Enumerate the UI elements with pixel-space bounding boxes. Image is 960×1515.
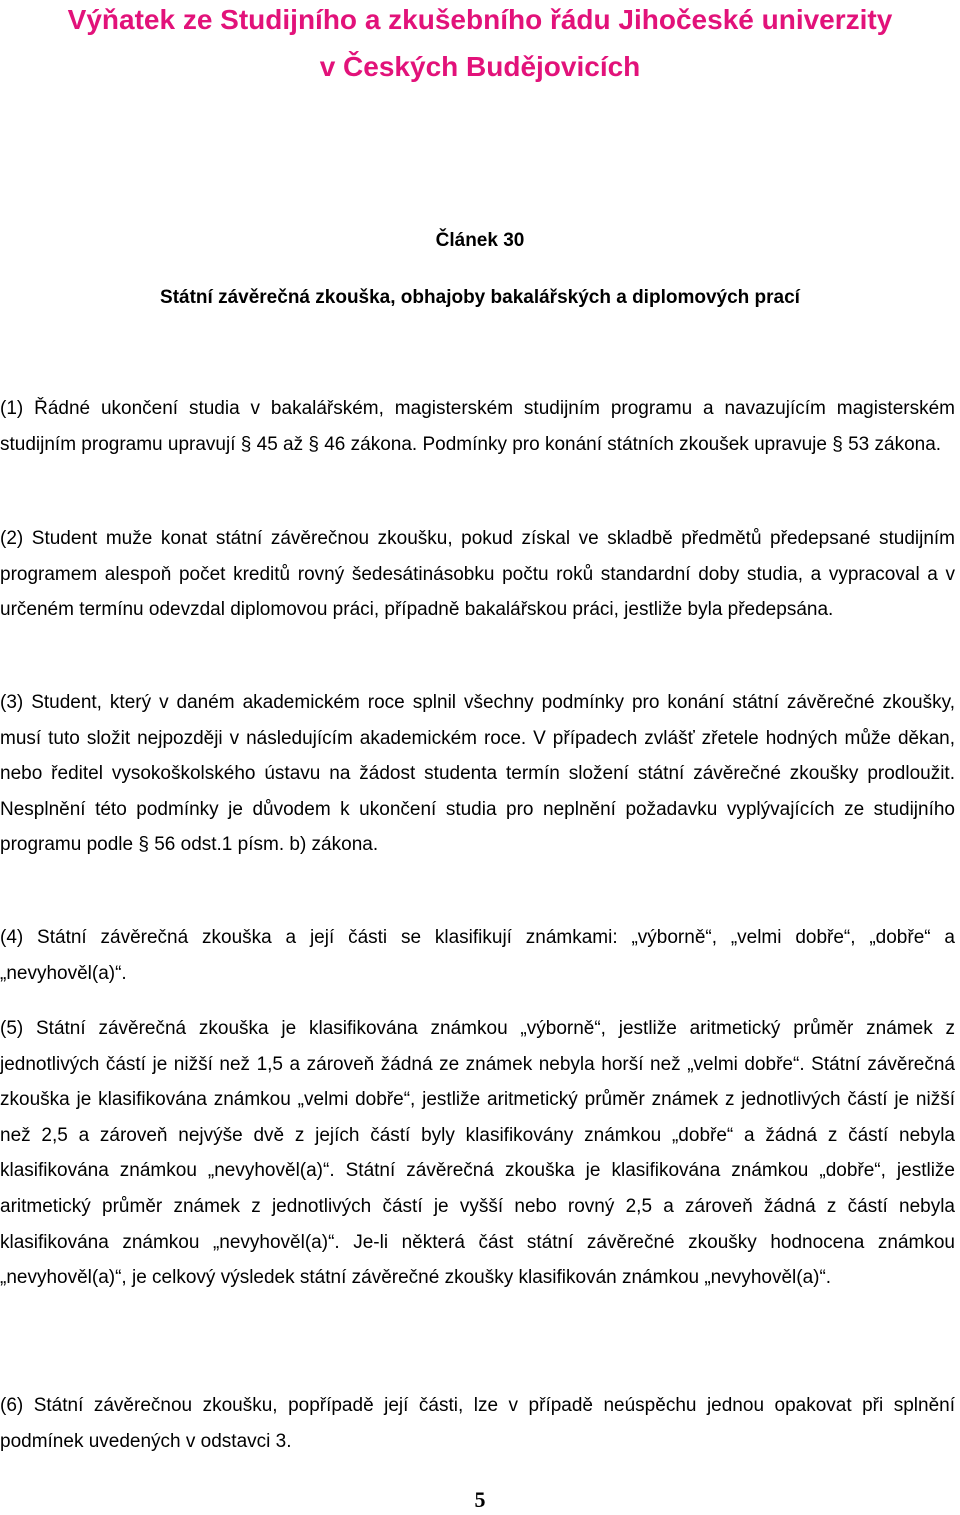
document-title-line-1: Výňatek ze Studijního a zkušebního řádu Jihočeské univerzity: [67, 4, 893, 35]
paragraph-2: (2) Student muže konat státní závěrečnou zkoušku, pokud získal ve skladbě předmětů předepsané studijním programem alespoň počet kreditů rovný šedesátinásobku počtu roků standardní doby studia, a vypracoval a v určeném termínu odevzdal diplomovou práci, případně bakalářskou práci, jestliže byla předepsána.: [0, 528, 955, 621]
page-number: 5: [474, 1487, 486, 1512]
article-heading: Státní závěrečná zkouška, obhajoby bakalářských a diplomových prací: [160, 287, 800, 308]
paragraph-4: (4) Státní závěrečná zkouška a její části se klasifikují známkami: „výborně“, „velmi dobře“, „dobře“ a „nevyhověl(a)“.: [0, 927, 955, 984]
article-number: Článek 30: [435, 230, 525, 251]
paragraph-6: (6) Státní závěrečnou zkoušku, popřípadě její části, lze v případě neúspěchu jednou opakovat při splnění podmínek uvedených v odstavci 3.: [0, 1395, 955, 1452]
document-title: [0, 0, 960, 90]
paragraph-5: (5) Státní závěrečná zkouška je klasifikována známkou „výborně“, jestliže aritmetický průměr známek z jednotlivých částí je nižší než 1,5 a zároveň žádná ze známek nebyla horší než „velmi dobře“. Státní závěrečná zkouška je klasifikována známkou „velmi dobře“, jestliže aritmetický průměr známek z jednotlivých částí je nižší než 2,5 a zároveň nejvýše dvě z jejích částí byly klasifikovány známkou „dobře“ a žádná z částí nebyla klasifikována známkou „nevyhověl(a)“. Státní závěrečná zkouška je klasifikována známkou „dobře“, jestliže aritmetický průměr známek z jednotlivých částí je vyšší nebo rovný 2,5 a zároveň žádná z částí nebyla klasifikována známkou „nevyhověl(a)“. Je-li některá část státní závěrečné zkoušky hodnocena známkou „nevyhověl(a)“, je celkový výsledek státní závěrečné zkoušky klasifikován známkou „nevyhověl(a)“.: [0, 1018, 955, 1289]
paragraph-1: (1) Řádné ukončení studia v bakalářském, magisterském studijním programu a navazujícím magisterském studijním programu upravují § 45 až § 46 zákona. Podmínky pro konání státních zkoušek upravuje § 53 zákona.: [0, 398, 955, 455]
document-title-line-2: v Českých Budějovicích: [319, 51, 641, 82]
paragraph-3: (3) Student, který v daném akademickém roce splnil všechny podmínky pro konání státní závěrečné zkoušky, musí tuto složit nejpozději v následujícím akademickém roce. V případech zvlášť zřetele hodných může děkan, nebo ředitel vysokoškolského ústavu na žádost studenta termín složení státní závěrečné zkoušky prodloužit. Nesplnění této podmínky je důvodem k ukončení studia pro neplnění požadavku vyplývajících ze studijního programu podle § 56 odst.1 písm. b) zákona.: [0, 692, 955, 856]
